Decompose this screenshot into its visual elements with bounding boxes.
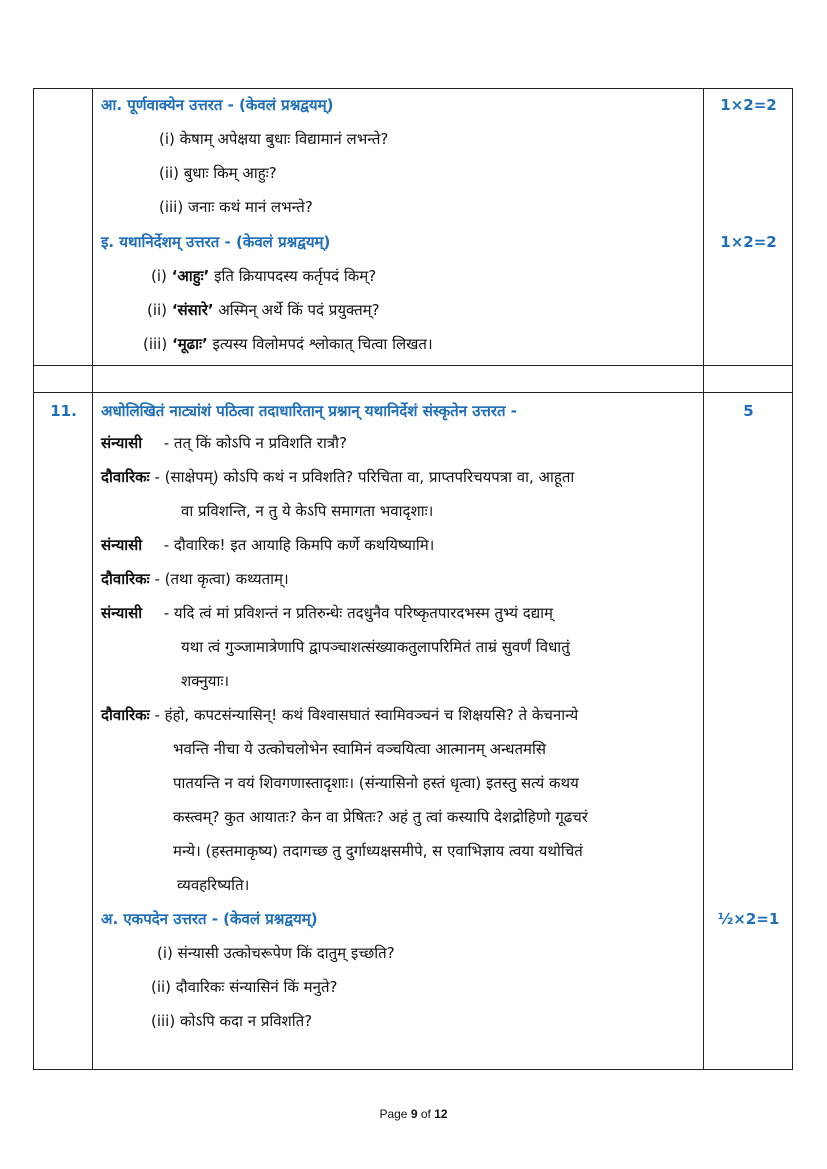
marks-cell [704, 89, 793, 366]
table-row [34, 89, 793, 366]
speaker-name: दौवारिकः [101, 570, 150, 588]
dialogue-text: - तत् किं कोऽपि न प्रविशति रात्रौ? [163, 434, 347, 452]
q11-instruction: अधोलिखितं नाट्यांशं पठित्वा तदाधारितान् प्रश्नान् यथानिर्देशं संस्कृतेन उत्तरत - [101, 402, 518, 420]
question-item [147, 300, 380, 320]
marks-label: ½×2=1 [717, 910, 780, 928]
speaker-name: संन्यासी [101, 604, 143, 622]
question-number: (i) [151, 267, 167, 285]
question-item: (i) केषाम् अपेक्षया बुधाः विद्यामानं लभन्ते? [159, 130, 389, 148]
question-item [143, 334, 433, 354]
dialogue-line: भवन्ति नीचा ये उत्कोचलोभेन स्वामिनं वञ्चयित्वा आत्मानम् अन्धतमसि [173, 740, 547, 758]
dialogue-line: कस्त्वम्? कुत आयातः? केन वा प्रेषितः? अहं तु त्वां कस्यापि देशद्रोहिणो गूढचरं [173, 808, 588, 826]
question-item: (ii) दौवारिकः संन्यासिनं किं मनुते? [151, 978, 338, 996]
dialogue-line [101, 467, 574, 487]
content-cell [93, 393, 704, 1070]
dialogue-line: व्यवहरिष्यति। [177, 876, 250, 894]
question-text: इत्यस्य विलोमपदं श्लोकात् चित्वा लिखत। [212, 335, 433, 353]
speaker-name: दौवारिकः [101, 706, 150, 724]
qnum-cell [34, 393, 93, 1070]
question-keyword: ‘संसारे’ [171, 301, 214, 319]
dialogue-line: मन्ये। (हस्तमाकृष्य) तदागच्छ तु दुर्गाध्यक्षसमीपे, स एवाभिज्ञाय त्वया यथोचितं [173, 842, 583, 860]
question-number: (iii) [143, 335, 168, 353]
dialogue-line [101, 569, 289, 589]
content-cell [93, 89, 704, 366]
dialogue-line: यथा त्वं गुञ्जामात्रेणापि द्वापञ्चाशत्संख्याकतुलापरिमितं ताम्रं सुवर्णं विधातुं [181, 638, 570, 656]
empty-cell [704, 366, 793, 393]
speaker-name: संन्यासी [101, 434, 143, 452]
dialogue-text: - यदि त्वं मां प्रविशन्तं न प्रतिरुन्धेः तदधुनैव परिष्कृतपारदभस्म तुभ्यं दद्याम् [163, 604, 553, 622]
footer-of-word: of [420, 1107, 431, 1121]
dialogue-text: - (तथा कृत्वा) कथ्यताम्। [154, 570, 289, 588]
question-text: अस्मिन् अर्थे किं पदं प्रयुक्तम्? [218, 301, 380, 319]
speaker-name: दौवारिकः [101, 468, 150, 486]
table-row [34, 393, 793, 1070]
empty-cell [34, 366, 93, 393]
dialogue-text: - (साक्षेपम्) कोऽपि कथं न प्रविशति? परिचिता वा, प्राप्तपरिचयपत्रा वा, आहूता [154, 468, 575, 486]
marks-label: 5 [743, 402, 754, 420]
footer-page-word: Page [379, 1107, 408, 1121]
marks-cell [704, 393, 793, 1070]
question-item: (iii) कोऽपि कदा न प्रविशति? [151, 1012, 313, 1030]
question-item: (ii) बुधाः किम् आहुः? [159, 164, 277, 182]
qnum-cell [34, 89, 93, 366]
section-i-heading: इ. यथानिर्देशम् उत्तरत - (केवलं प्रश्नद्वयम्) [101, 233, 331, 251]
dialogue-line [101, 433, 347, 453]
dialogue-text: - हंहो, कपटसंन्यासिन्! कथं विश्वासघातं स्वामिवञ्चनं च शिक्षयसि? ते केचनान्ये [154, 706, 579, 724]
question-keyword: ‘मूढाः’ [172, 335, 208, 353]
dialogue-line: वा प्रविशन्ति, न तु ये केऽपि समागता भवादृशाः। [181, 502, 434, 520]
footer-total-pages: 12 [434, 1107, 448, 1121]
table-row [34, 366, 793, 393]
question-number: 11. [50, 402, 77, 420]
dialogue-text: - दौवारिक! इत आयाहि किमपि कर्णे कथयिष्यामि। [163, 536, 435, 554]
sub-a-heading: अ. एकपदेन उत्तरत - (केवलं प्रश्नद्वयम्) [101, 910, 318, 928]
dialogue-line: शक्नुयाः। [181, 672, 230, 690]
page-footer [0, 1107, 827, 1121]
dialogue-line [101, 603, 553, 623]
section-a-heading: आ. पूर्णवाक्येन उत्तरत - (केवलं प्रश्नद्वयम्) [101, 96, 334, 114]
empty-cell [93, 366, 704, 393]
question-number: (ii) [147, 301, 168, 319]
question-item [151, 266, 376, 286]
marks-label: 1×2=2 [720, 96, 777, 114]
dialogue-line [101, 535, 434, 555]
speaker-name: संन्यासी [101, 536, 143, 554]
question-text: इति क्रियापदस्य कर्तृपदं किम्? [214, 267, 377, 285]
dialogue-line: पातयन्ति न वयं शिवगणास्तादृशाः। (संन्यासिनो हस्तं धृत्वा) इतस्तु सत्यं कथय [173, 774, 579, 792]
question-item: (iii) जनाः कथं मानं लभन्ते? [159, 198, 313, 216]
footer-page-number: 9 [410, 1107, 418, 1121]
dialogue-line [101, 705, 578, 725]
question-item: (i) संन्यासी उत्कोचरूपेण किं दातुम् इच्छति? [157, 944, 395, 962]
question-table [33, 88, 793, 1070]
marks-label: 1×2=2 [720, 233, 777, 251]
question-keyword: ‘आहुः’ [171, 267, 210, 285]
